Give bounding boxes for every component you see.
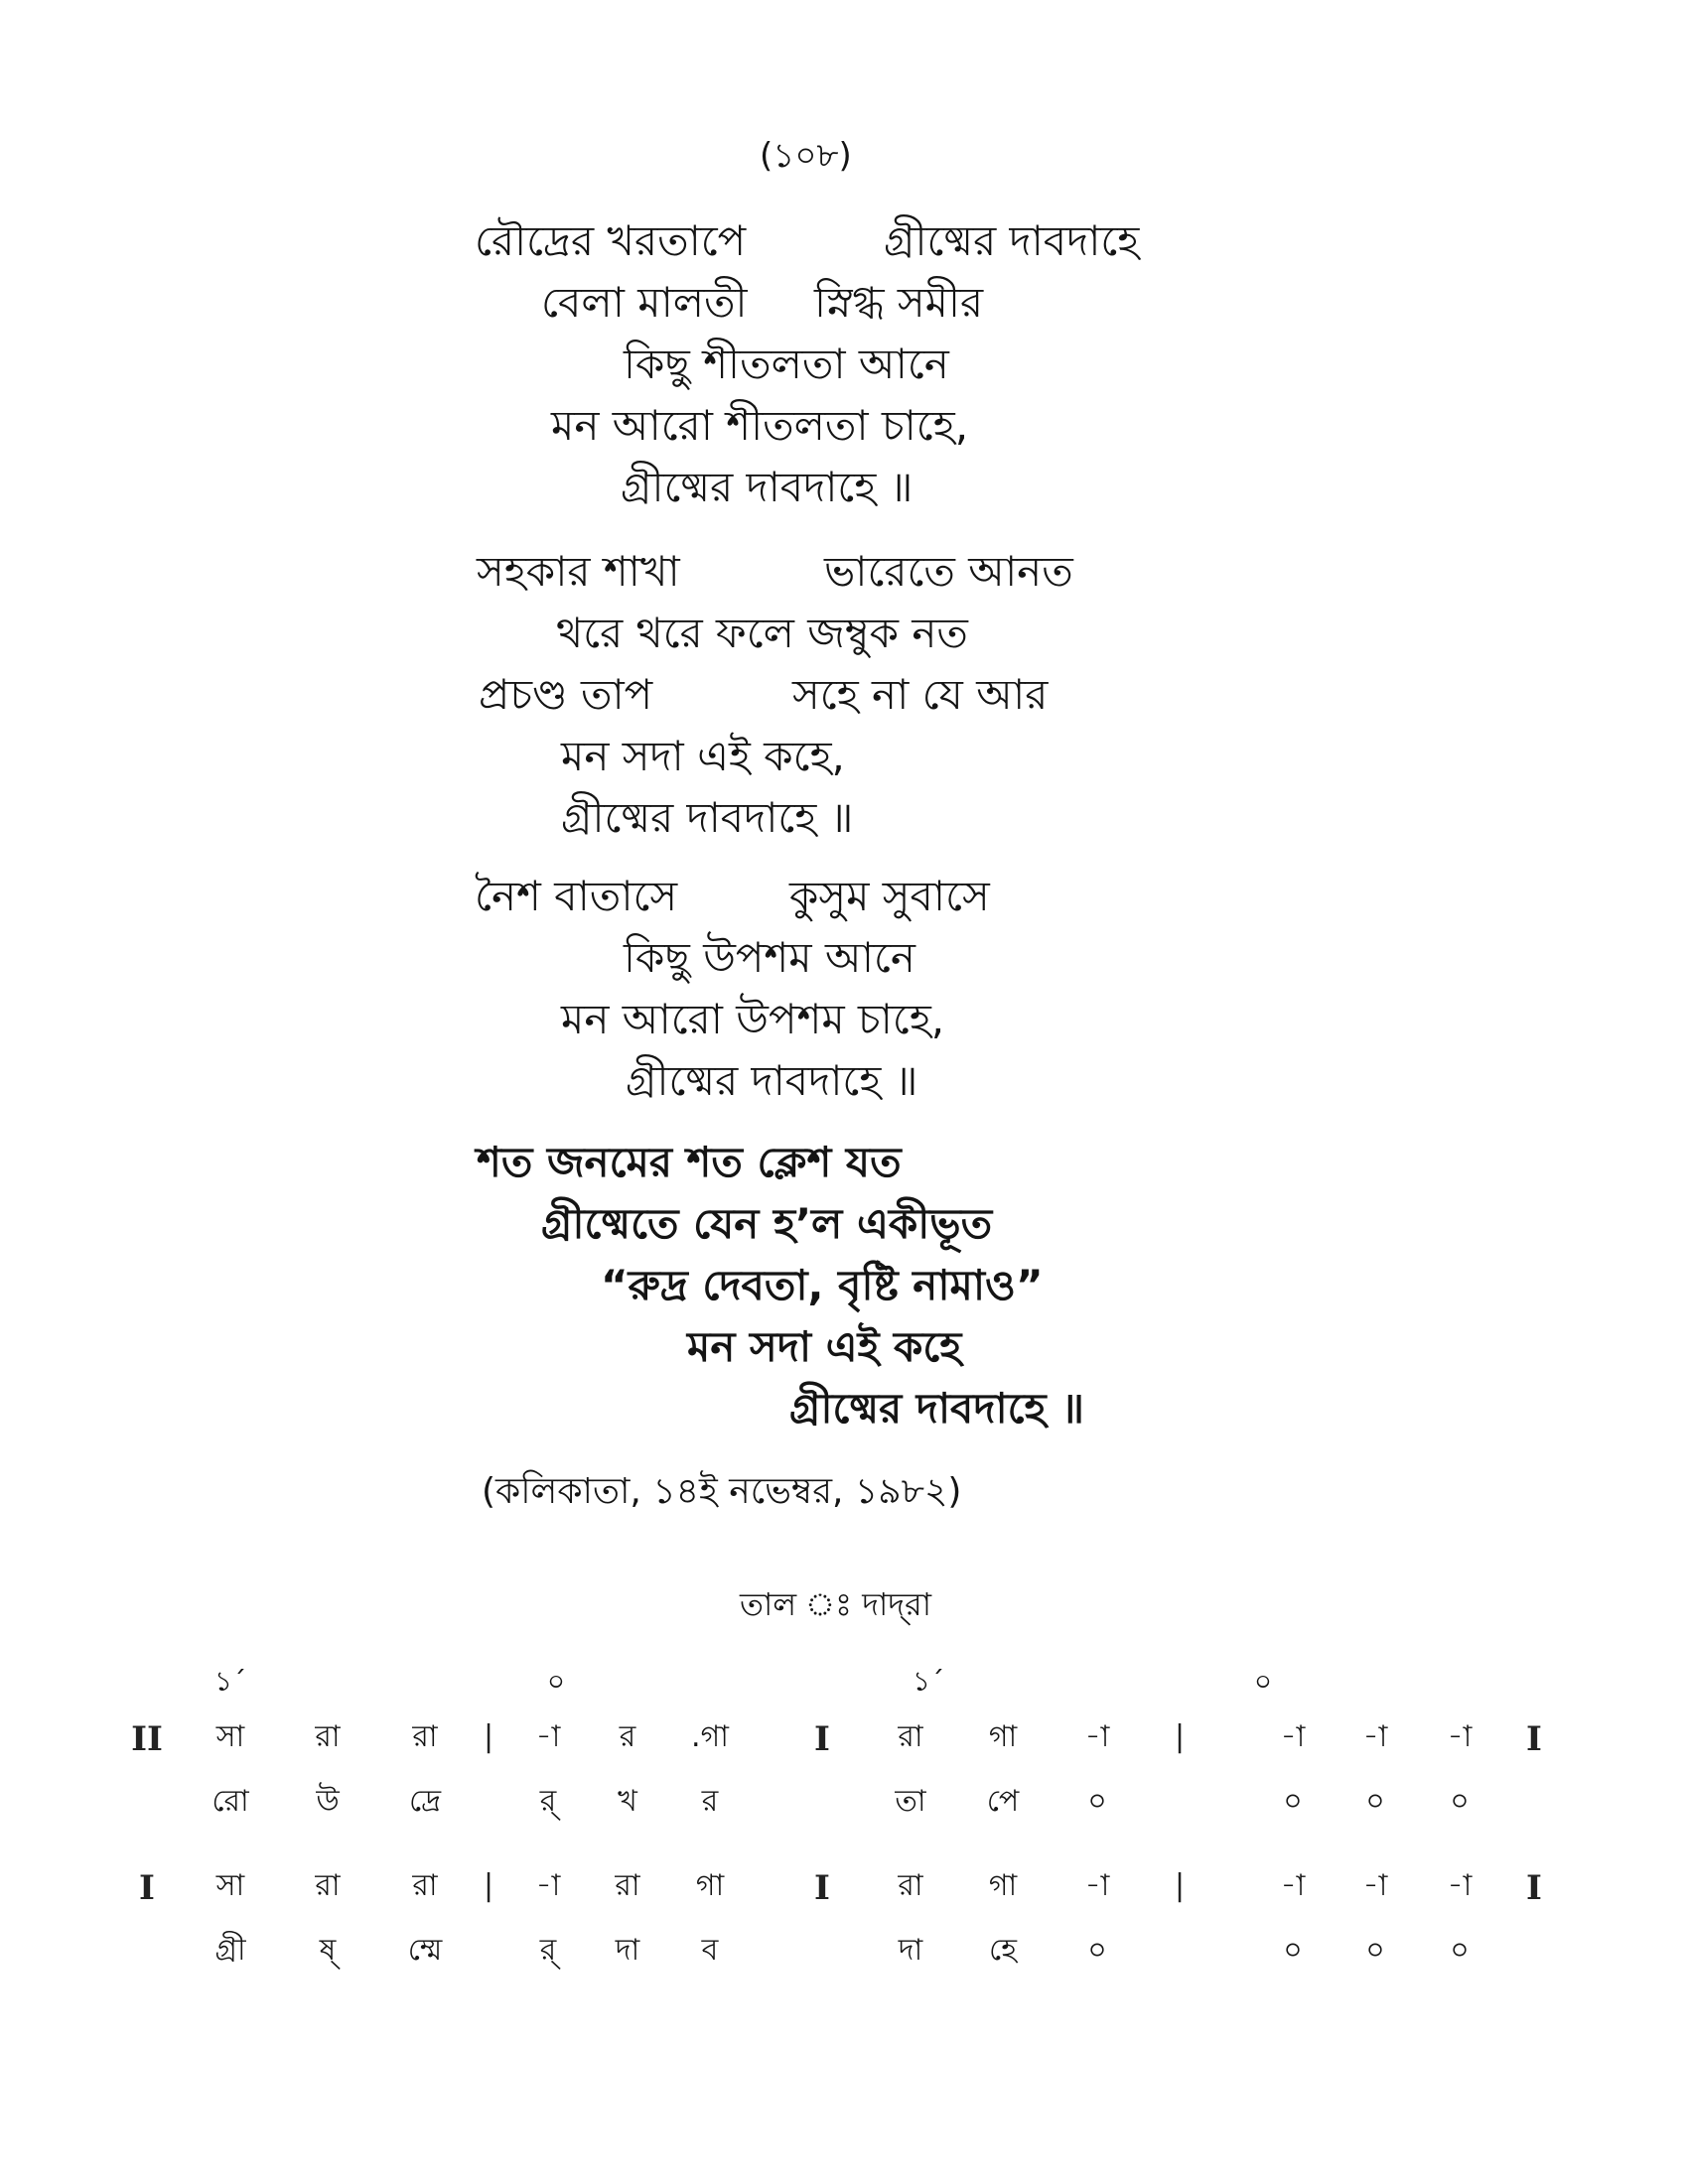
swara-note: -া [535, 1868, 561, 1903]
tala-heading: তাল ঃ দাদ্‌রা [740, 1585, 931, 1623]
verse-line-left: সহকার শাখা [477, 547, 680, 596]
swara-note: গা [695, 1868, 725, 1903]
swara-note: গা [988, 1719, 1018, 1754]
lyric-syllable: ০ [1365, 1933, 1385, 1968]
swara-note: রা [898, 1868, 923, 1903]
verse-line: শত জনমের শত ক্লেশ যত [477, 1138, 902, 1186]
date-place-line: (কলিকাতা, ১৪ই নভেম্বর, ১৯৮২) [482, 1471, 962, 1512]
lyric-syllable: ০ [1365, 1784, 1385, 1819]
swara-note: সা [215, 1868, 245, 1903]
verse-line-left: নৈশ বাতাসে [475, 872, 678, 920]
barline: I [814, 1868, 830, 1908]
swara-note: -া [1362, 1868, 1388, 1903]
verse-line: কিছু উপশম আনে [624, 933, 915, 982]
verse-line: গ্রীষ্মেতে যেন হ’ল একীভূত [541, 1199, 993, 1248]
verse-line-right: সহে না যে আর [792, 670, 1049, 719]
swara-note: .গা [691, 1719, 729, 1754]
beat-marker: ১´ [912, 1665, 945, 1698]
lyric-syllable: দ্রে [408, 1784, 442, 1819]
lyric-syllable: হে [989, 1933, 1017, 1968]
lyric-syllable: গ্রী [214, 1933, 246, 1968]
swara-note: গা [988, 1868, 1018, 1903]
swara-note: রা [615, 1868, 640, 1903]
swara-note: -া [1084, 1719, 1110, 1754]
verse-line-right: গ্রীষ্মের দাবদাহে [884, 216, 1140, 265]
lyric-syllable: তা [895, 1784, 926, 1819]
verse-line: “রুদ্র দেবতা, বৃষ্টি নামাও” [601, 1261, 1044, 1309]
swara-note: -া [1447, 1719, 1473, 1754]
verse-line-right: স্নিগ্ধ সমীর [814, 278, 984, 327]
barline: I [1526, 1868, 1542, 1908]
swara-note: র [619, 1719, 636, 1754]
swara-note: -া [535, 1719, 561, 1754]
verse-line: কিছু শীতলতা আনে [624, 340, 949, 388]
verse-line: মন আরো উপশম চাহে, [561, 995, 945, 1043]
verse-refrain: গ্রীষ্মের দাবদাহে ॥ [626, 1056, 918, 1105]
lyric-syllable: ০ [1283, 1784, 1303, 1819]
swara-note: -া [1084, 1868, 1110, 1903]
verse-line: মন আরো শীতলতা চাহে, [551, 401, 969, 450]
verse-line-right: ভারেতে আনত [824, 547, 1073, 596]
swara-note: -া [1447, 1868, 1473, 1903]
swara-note: রা [898, 1719, 923, 1754]
lyric-syllable: দা [898, 1933, 923, 1968]
lyric-syllable: ০ [1450, 1784, 1470, 1819]
verse-line: থরে থরে ফলে জম্বুক নত [556, 609, 968, 657]
beat-marker: ০ [1253, 1665, 1273, 1698]
lyric-syllable: ০ [1087, 1784, 1107, 1819]
beat-marker: ০ [546, 1665, 566, 1698]
lyric-syllable: দা [615, 1933, 640, 1968]
start-barline: I [139, 1868, 155, 1908]
lyric-syllable: ষ্ [319, 1933, 337, 1968]
barline: | [483, 1719, 494, 1754]
verse-line: মন সদা এই কহে [687, 1322, 962, 1371]
verse-refrain: গ্রীষ্মের দাবদাহে ॥ [561, 793, 854, 842]
lyric-syllable: ০ [1283, 1933, 1303, 1968]
barline: | [1174, 1719, 1186, 1754]
swara-note: রা [315, 1719, 341, 1754]
beat-marker: ১´ [213, 1665, 247, 1698]
verse-line: মন সদা এই কহে, [561, 732, 845, 780]
lyric-syllable: ম্মে [407, 1933, 443, 1968]
lyric-syllable: উ [316, 1784, 340, 1819]
swara-note: রা [315, 1868, 341, 1903]
swara-note: রা [412, 1719, 438, 1754]
swara-note: -া [1280, 1719, 1306, 1754]
verse-refrain: গ্রীষ্মের দাবদাহে ॥ [621, 463, 914, 511]
swara-note: সা [215, 1719, 245, 1754]
verse-line-right: কুসুম সুবাসে [789, 872, 990, 920]
swara-note: রা [412, 1868, 438, 1903]
lyric-syllable: র [701, 1784, 719, 1819]
page-number: (১০৮) [760, 136, 852, 176]
start-barline: II [131, 1719, 163, 1759]
verse-refrain: গ্রীষ্মের দাবদাহে ॥ [789, 1384, 1084, 1433]
lyric-syllable: খ [618, 1784, 637, 1819]
lyric-syllable: র্ [539, 1933, 557, 1968]
verse-line-left: বেলা মালতী [541, 278, 748, 327]
lyric-syllable: ০ [1087, 1933, 1107, 1968]
lyric-syllable: রো [211, 1784, 249, 1819]
barline: | [483, 1868, 494, 1903]
lyric-syllable: ব [701, 1933, 719, 1968]
swara-note: -া [1362, 1719, 1388, 1754]
lyric-syllable: ০ [1450, 1933, 1470, 1968]
verse-line-left: প্রচণ্ড তাপ [479, 670, 653, 719]
verse-line-left: রৌদ্রের খরতাপে [475, 216, 747, 265]
barline: I [1526, 1719, 1542, 1759]
lyric-syllable: র্ [539, 1784, 557, 1819]
lyric-syllable: পে [986, 1784, 1020, 1819]
barline: I [814, 1719, 830, 1759]
barline: | [1174, 1868, 1186, 1903]
swara-note: -া [1280, 1868, 1306, 1903]
